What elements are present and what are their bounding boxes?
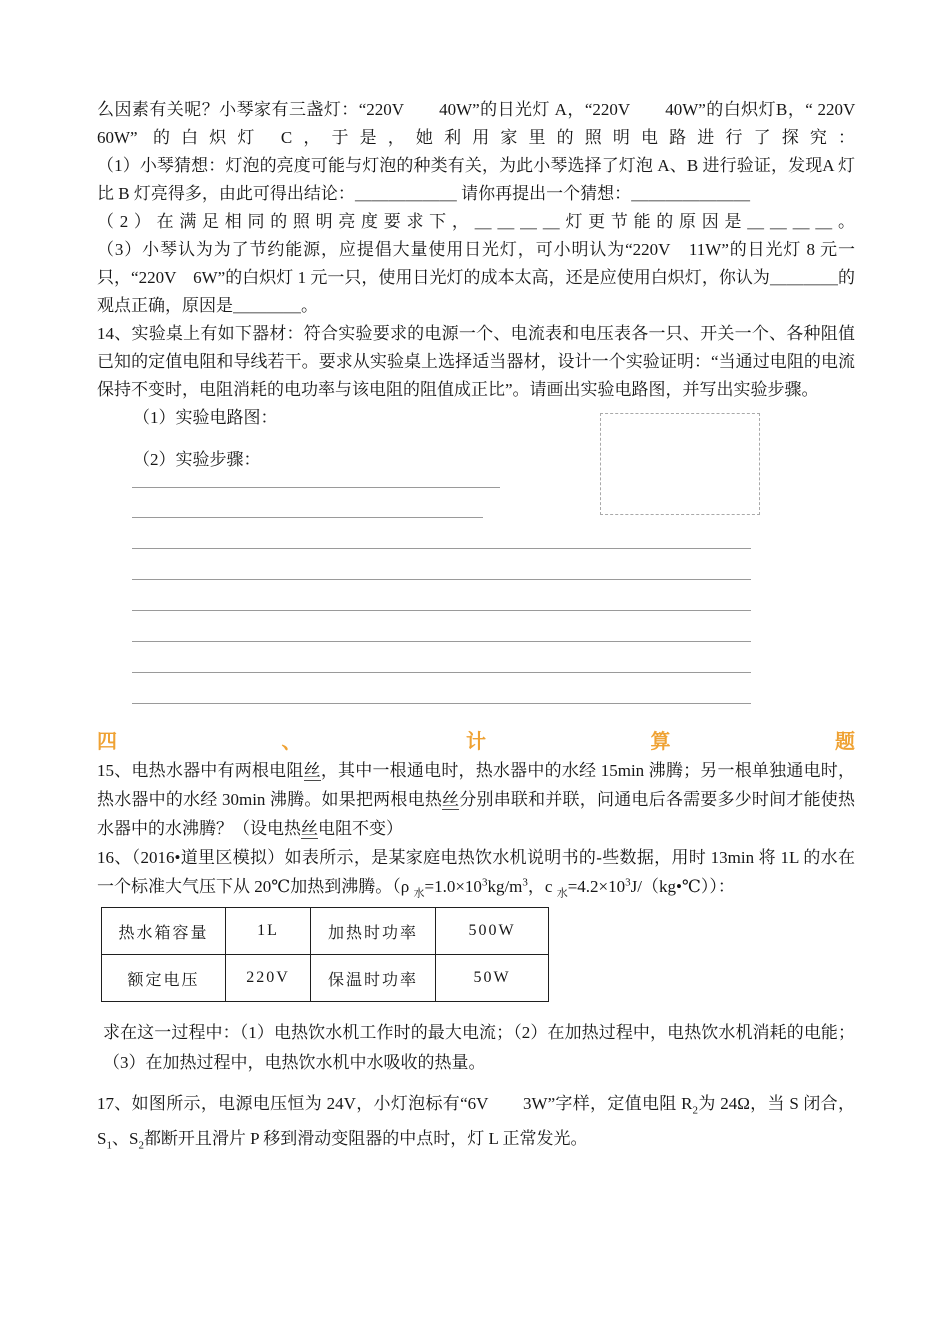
heading-char: 题 — [835, 731, 855, 753]
table-cell: 500W — [436, 908, 549, 955]
question-17-text: 17、如图所示，电源电压恒为 24V，小灯泡标有“6V 3W”字样，定值电阻 $R_2$为 24Ω，当 S 闭合，$S_1$、$S_2$都断开且滑片 P 移到滑动变阻器的中点时，灯 L 正常发光。 — [97, 1094, 855, 1152]
answer-line — [132, 641, 751, 642]
answer-line — [132, 579, 751, 580]
table-cell: 额定电压 — [102, 955, 226, 1002]
table-row — [102, 908, 549, 955]
heading-char: 计 — [466, 731, 486, 753]
answer-line — [132, 487, 500, 488]
table-cell: 保温时功率 — [311, 955, 436, 1002]
question-14-text: 14、实验桌上有如下器材：符合实验要求的电源一个、电流表和电压表各一只、开关一个、各种阻值已知的定值电阻和导线若干。要求从实验桌上选择适当器材，设计一个实验证明：“当通过电阻的电流保持不变时，电阻消耗的电功率与该电阻的阻值成正比”。请画出实验电路图，并写出实验步骤。 — [97, 324, 855, 399]
section-four-heading — [97, 728, 855, 756]
circuit-diagram-box — [600, 413, 760, 515]
table-cell: 热水箱容量 — [102, 908, 226, 955]
table-cell: 220V — [226, 955, 311, 1002]
answer-line — [132, 517, 483, 518]
question-14-sub2-label: （2）实验步骤： — [133, 450, 261, 469]
heading-char: 、 — [281, 731, 302, 753]
water-dispenser-spec-table — [101, 907, 549, 1002]
table-row — [102, 955, 549, 1002]
answer-line — [132, 672, 751, 673]
question-13-part3: （3）小琴认为为了节约能源，应提倡大量使用日光灯，可小明认为“220V 11W”的日光灯 8 元一只，“220V 6W”的白炽灯 1 元一只，使用日光灯的成本太高，还是应使用白炽灯，你认为＿＿＿＿的观点正确，原因是＿＿＿＿。 — [97, 240, 855, 315]
question-14-sub1-label: （1）实验电路图： — [133, 408, 278, 427]
question-13-part1: （1）小琴猜想：灯泡的亮度可能与灯泡的种类有关，为此小琴选择了灯泡 A、B 进行验证，发现A 灯比 B 灯亮得多，由此可得出结论：＿＿＿＿＿＿ 请你再提出一个猜想：＿＿＿＿＿＿＿ — [97, 156, 855, 203]
question-15-text: 15、电热水器中有两根电阻丝，其中一根通电时，热水器中的水经 15min 沸腾；另一根单独通电时，热水器中的水经 30min 沸腾。如果把两根电热丝分别串联和并联，问通电后各需要多少时间才能使热水器中的水沸腾？（设电热丝电阻不变） — [97, 761, 856, 838]
question-16-tasks: 求在这一过程中：（1）电热饮水机工作时的最大电流；（2）在加热过程中，电热饮水机消耗的电能；（3）在加热过程中，电热饮水机中水吸收的热量。 — [103, 1023, 855, 1072]
question-16-text: 16、（2016•道里区模拟）如表所示，是某家庭电热饮水机说明书的-些数据，用时 13min 将 1L 的水在一个标准大气压下从 20℃加热到沸腾。（ρ $_水=1.0\times 10^3kg/m^3$，c $_水=4.2\times 10^3J/(kg•℃)$）： — [97, 848, 855, 900]
answer-line — [132, 548, 751, 549]
question-13-intro: 么因素有关呢？小琴家有三盏灯：“220V 40W”的日光灯 A，“220V 40W”的白炽灯B，“ 220V 60W” 的白炽灯 C，于是，她利用家里的照明电路进行了探究： — [97, 100, 889, 147]
answer-line — [132, 610, 751, 611]
table-cell: 50W — [436, 955, 549, 1002]
table-cell: 1L — [226, 908, 311, 955]
table-cell: 加热时功率 — [311, 908, 436, 955]
heading-char: 算 — [650, 731, 671, 753]
question-13-part2: （2）在满足相同的照明亮度要求下，＿＿＿＿灯更节能的原因是＿＿＿＿。 — [97, 212, 855, 231]
heading-char: 四 — [97, 731, 117, 753]
answer-line — [132, 703, 751, 704]
